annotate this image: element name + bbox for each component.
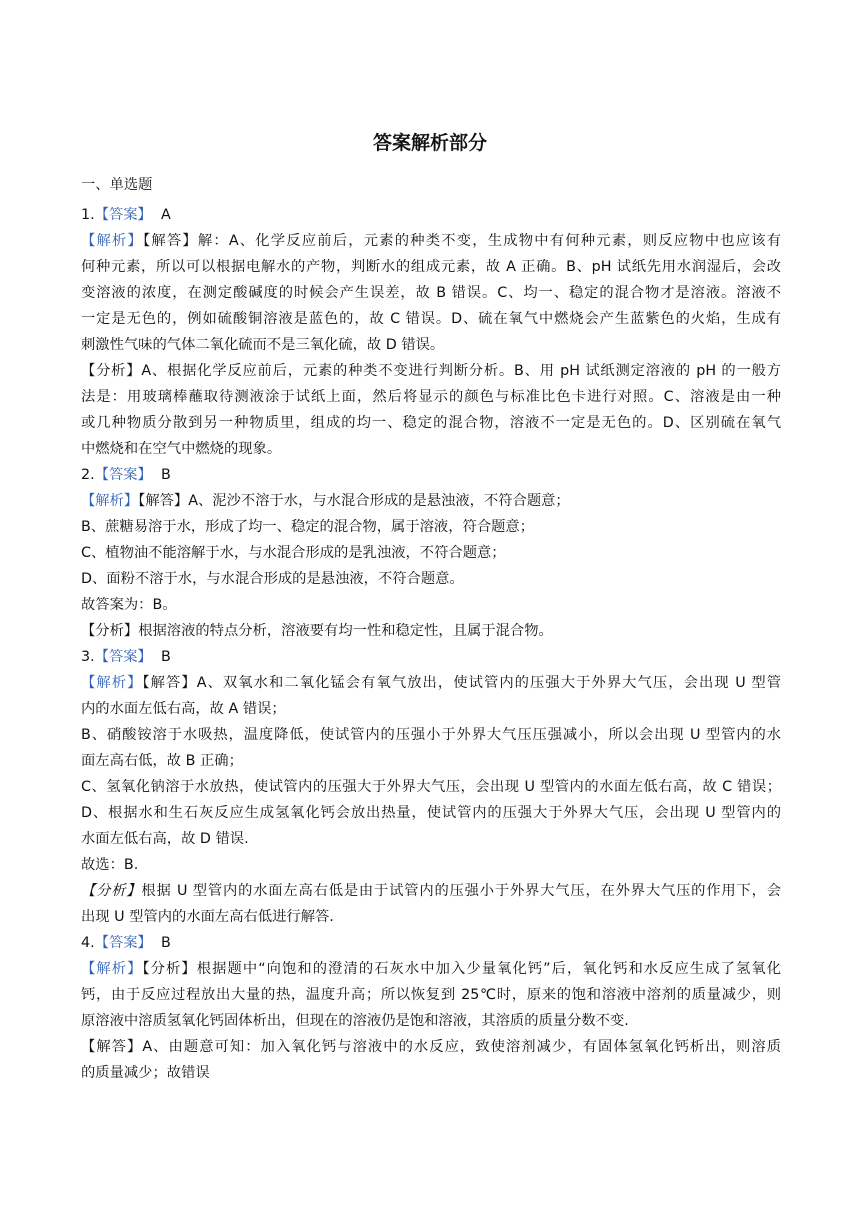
answer-value: B bbox=[160, 467, 171, 483]
answer-value: B bbox=[160, 935, 171, 951]
analysis-tag: 【解析】 bbox=[81, 675, 143, 691]
analysis-line: 故选：B. bbox=[81, 857, 139, 873]
answer-line-q2 bbox=[81, 462, 781, 488]
analysis-line: 原溶液中溶质氢氧化钙固体析出，但现在的溶液仍是饱和溶液，其溶质的质量分数不变. bbox=[81, 1013, 629, 1029]
analysis-tag: 【解析】 bbox=[81, 961, 143, 977]
analysis-line: 面左高右低，故 B 正确； bbox=[81, 753, 243, 769]
reasoning-tag: 【分析】 bbox=[81, 363, 142, 379]
reasoning-line: 【分析】根据溶液的特点分析，溶液要有均一性和稳定性，且属于混合物。 bbox=[81, 623, 553, 639]
analysis-line: 一定是无色的，例如硫酸铜溶液是蓝色的，故 C 错误。D、硫在氧气中燃烧会产生蓝紫色的火焰，生成有 bbox=[81, 311, 781, 327]
reasoning-tag: 【分析】 bbox=[81, 883, 142, 899]
analysis-line: 内的水面左低右高，故 A 错误； bbox=[81, 701, 286, 717]
analysis-line: 刺激性气味的气体二氧化硫而不是三氧化硫，故 D 错误。 bbox=[81, 337, 445, 353]
answer-line-q3 bbox=[81, 644, 781, 670]
page-title: 答案解析部分 bbox=[372, 132, 487, 154]
analysis-line: 【解析】【分析】根据题中“向饱和的澄清的石灰水中加入少量氧化钙”后，氧化钙和水反应生成了氢氧化 bbox=[81, 961, 781, 977]
analysis-line: C、氢氧化钠溶于水放热，使试管内的压强大于外界大气压，会出现 U 型管内的水面左低右高，故 C 错误； bbox=[81, 779, 781, 795]
reasoning-line: 【分析】根据 U 型管内的水面左高右低是由于试管内的压强小于外界大气压，在外界大气压的作用下，会 bbox=[81, 883, 781, 899]
question-number: 2. bbox=[81, 467, 95, 483]
answer-analysis-content bbox=[81, 172, 781, 1086]
analysis-tag: 【解析】 bbox=[81, 493, 139, 509]
analysis-line: 【解析】【解答】A、双氧水和二氧化锰会有氧气放出，使试管内的压强大于外界大气压，会出现 U 型管 bbox=[81, 675, 781, 691]
analysis-line: 钙，由于反应过程放出大量的热，温度升高；所以恢复到 25℃时，原来的饱和溶液中溶剂的质量减少，则 bbox=[81, 987, 781, 1003]
reasoning-line: 法是：用玻璃棒蘸取待测液涂于试纸上面，然后将显示的颜色与标准比色卡进行对照。C、溶液是由一种 bbox=[81, 389, 781, 405]
answer-line-q4 bbox=[81, 930, 781, 956]
analysis-line: C、植物油不能溶解于水，与水混合形成的是乳浊液，不符合题意； bbox=[81, 545, 506, 561]
analysis-line: D、面粉不溶于水，与水混合形成的是悬浊液，不符合题意。 bbox=[81, 571, 464, 587]
answer-value: B bbox=[160, 649, 171, 665]
analysis-line: 【解析】【解答】解：A、化学反应前后，元素的种类不变，生成物中有何种元素，则反应物中也应该有 bbox=[81, 233, 781, 249]
reasoning-line: 出现 U 型管内的水面左高右低进行解答. bbox=[81, 909, 334, 925]
analysis-line: B、硝酸铵溶于水吸热，温度降低，使试管内的压强小于外界大气压压强减小，所以会出现 U 型管内的水 bbox=[81, 727, 781, 743]
analysis-line: 何种元素，所以可以根据电解水的产物，判断水的组成元素，故 A 正确。B、pH 试纸先用水润湿后，会改 bbox=[81, 259, 781, 275]
answer-line-q1 bbox=[81, 202, 781, 228]
answer-tag: 【答案】 bbox=[94, 207, 152, 223]
analysis-line: 故答案为：B。 bbox=[81, 597, 177, 613]
reasoning-tag: 【分析】 bbox=[81, 623, 139, 639]
reasoning-line: 【分析】A、根据化学反应前后，元素的种类不变进行判断分析。B、用 pH 试纸测定溶液的 pH 的一般方 bbox=[81, 363, 781, 379]
section-heading: 一、单选题 bbox=[81, 177, 153, 193]
question-number: 4. bbox=[81, 935, 95, 951]
answer-tag: 【答案】 bbox=[94, 935, 152, 951]
analysis-line: 【解析】【解答】A、泥沙不溶于水，与水混合形成的是悬浊液，不符合题意； bbox=[81, 493, 570, 509]
analysis-line: B、蔗糖易溶于水，形成了均一、稳定的混合物，属于溶液，符合题意； bbox=[81, 519, 535, 535]
analysis-tag: 【解析】 bbox=[81, 233, 143, 249]
reasoning-line: 中燃烧和在空气中燃烧的现象。 bbox=[81, 441, 282, 457]
analysis-line: 变溶液的浓度，在测定酸碱度的时候会产生误差，故 B 错误。C、均一、稳定的混合物才是溶液。溶液不 bbox=[81, 285, 781, 301]
analysis-line: 水面左低右高，故 D 错误. bbox=[81, 831, 249, 847]
question-number: 3. bbox=[81, 649, 95, 665]
analysis-line: 【解答】A、由题意可知：加入氧化钙与溶液中的水反应，致使溶剂减少，有固体氢氧化钙析出，则溶质 bbox=[81, 1039, 781, 1055]
answer-tag: 【答案】 bbox=[94, 467, 152, 483]
reasoning-line: 或几种物质分散到另一种物质里，组成的均一、稳定的混合物，溶液不一定是无色的。D、区别硫在氧气 bbox=[81, 415, 781, 431]
analysis-line: D、根据水和生石灰反应生成氢氧化钙会放出热量，使试管内的压强大于外界大气压，会出现 U 型管内的 bbox=[81, 805, 781, 821]
analysis-line: 的质量减少；故错误 bbox=[81, 1065, 210, 1081]
question-number: 1. bbox=[81, 207, 95, 223]
answer-value: A bbox=[160, 207, 171, 223]
answer-tag: 【答案】 bbox=[94, 649, 152, 665]
